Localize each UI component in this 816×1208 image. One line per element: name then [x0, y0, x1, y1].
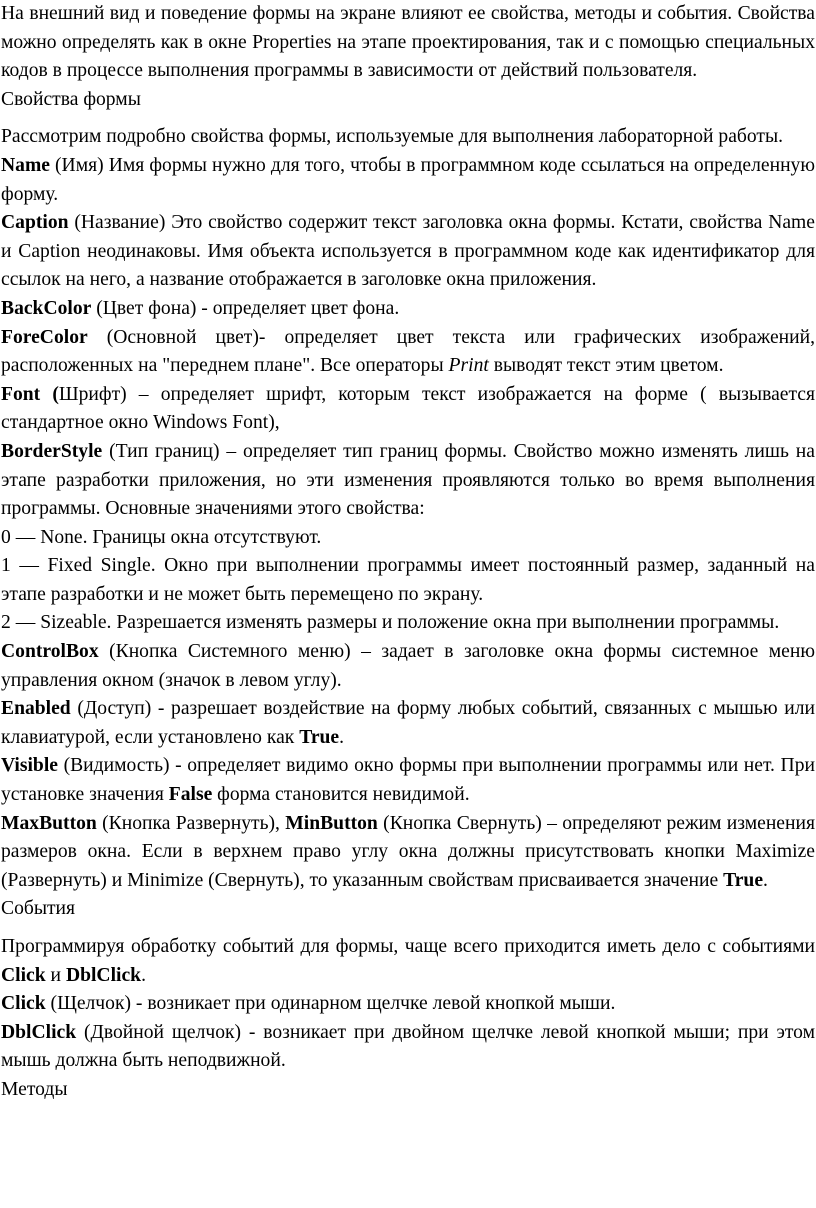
property-term: MaxButton: [1, 812, 97, 834]
intro-paragraph: На внешний вид и поведение формы на экране влияют ее свойства, методы и события. Свойства можно определять как в окне Properties на этапе проектирования, так и с помощью специальных кодов в процессе выполнения программы в зависимости от действий пользователя.: [1, 3, 815, 82]
section-heading-events: События: [1, 898, 76, 920]
value-term: True: [299, 726, 340, 748]
property-term: Name: [1, 154, 50, 176]
properties-intro-paragraph: Рассмотрим подробно свойства формы, используемые для выполнения лабораторной работы.: [1, 126, 784, 148]
property-borderstyle: BorderStyle (Тип границ) – определяет тип границ формы. Свойство можно изменять лишь на этапе разработки приложения, но эти изменения проявляются только во время выполнения программы. Основные значениями этого свойства:: [1, 440, 815, 520]
property-term: BorderStyle: [1, 440, 103, 462]
property-backcolor: BackColor (Цвет фона) - определяет цвет фона.: [1, 297, 400, 319]
event-term: DblClick: [1, 1021, 77, 1043]
property-font: Font (Шрифт) – определяет шрифт, которым текст изображается на форме ( вызывается стандартное окно Windows Font),: [1, 383, 815, 434]
property-caption: Caption (Название) Это свойство содержит текст заголовка окна формы. Кстати, свойства Name и Caption неодинаковы. Имя объекта используется в программном коде как идентификатор для ссылок на него, а название отображается в заголовке окна приложения.: [1, 212, 815, 291]
property-term: Enabled: [1, 698, 71, 720]
section-heading-methods: Методы: [1, 1078, 68, 1100]
events-intro-paragraph: Программируя обработку событий для формы, чаще всего приходится иметь дело с событиями Click и DblClick.: [1, 936, 815, 986]
event-term: Click: [1, 993, 46, 1015]
property-term: Font (: [1, 383, 59, 405]
borderstyle-value-0: 0 — None. Границы окна отсутствуют.: [1, 526, 322, 548]
section-heading-form-properties: Свойства формы: [1, 88, 141, 110]
property-term: ForeColor: [1, 326, 88, 348]
property-maxbutton-minbutton: MaxButton (Кнопка Развернуть), MinButton (Кнопка Свернуть) – определяют режим изменения размеров окна. Если в верхнем право углу окна должны присутствовать кнопки Maximize (Развернуть) и Minimize (Свернуть), то указанным свойствам присваивается значение True.: [1, 812, 815, 891]
value-term: True: [723, 869, 764, 891]
property-term: MinButton: [285, 812, 378, 834]
property-forecolor: ForeColor (Основной цвет)- определяет цвет текста или графических изображений, расположенных на "переднем плане". Все операторы Print выводят текст этим цветом.: [1, 326, 815, 377]
borderstyle-value-2: 2 — Sizeable. Разрешается изменять размеры и положение окна при выполнении программы.: [1, 612, 780, 634]
property-visible: Visible (Видимость) - определяет видимо окно формы при выполнении программы или нет. При установке значения False форма становится невидимой.: [1, 755, 815, 806]
event-click: Click (Щелчок) - возникает при одинарном щелчке левой кнопкой мыши.: [1, 993, 616, 1015]
italic-term: Print: [448, 355, 489, 377]
property-term: Visible: [1, 755, 58, 777]
value-term: False: [168, 784, 213, 806]
property-term: BackColor: [1, 297, 92, 319]
property-controlbox: ControlBox (Кнопка Системного меню) – задает в заголовке окна формы системное меню управления окном (значок в левом углу).: [1, 641, 815, 691]
event-term: DblClick: [65, 964, 142, 986]
property-name: Name (Имя) Имя формы нужно для того, чтобы в программном коде ссылаться на определенную форму.: [1, 154, 815, 205]
property-enabled: Enabled (Доступ) - разрешает воздействие на форму любых событий, связанных с мышью или клавиатурой, если установлено как True.: [1, 698, 815, 748]
property-term: Caption: [1, 212, 69, 234]
event-dblclick: DblClick (Двойной щелчок) - возникает при двойном щелчке левой кнопкой мыши; при этом мышь должна быть неподвижной.: [1, 1021, 815, 1072]
property-term: ControlBox: [1, 641, 99, 663]
borderstyle-value-1: 1 — Fixed Single. Окно при выполнении программы имеет постоянный размер, заданный на этапе разработки и не может быть перемещено по экрану.: [1, 555, 815, 605]
event-term: Click: [1, 964, 46, 986]
